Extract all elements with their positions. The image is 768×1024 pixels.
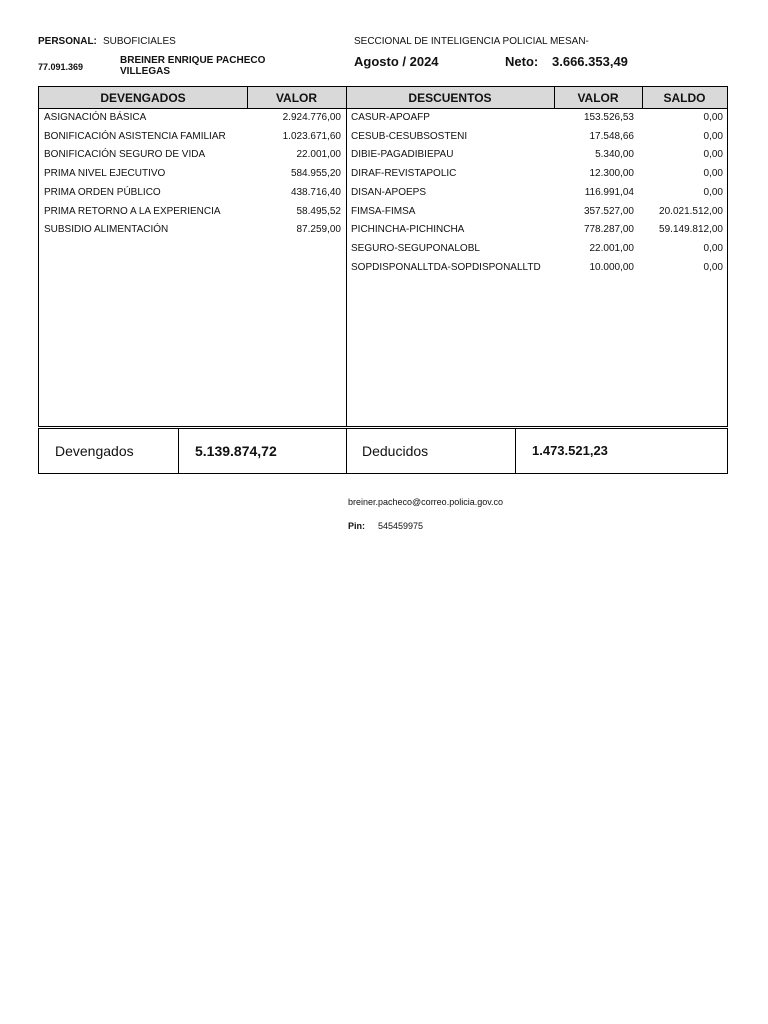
descuento-valor: 10.000,00	[589, 261, 634, 273]
devengado-concepto: BONIFICACIÓN ASISTENCIA FAMILIAR	[44, 130, 226, 142]
devengados-total-value: 5.139.874,72	[195, 443, 277, 459]
descuento-concepto: PICHINCHA-PICHINCHA	[351, 224, 465, 236]
descuento-saldo: 0,00	[703, 242, 723, 254]
table-row	[44, 184, 341, 203]
divider	[515, 429, 516, 473]
descuento-valor: 5.340,00	[595, 149, 634, 161]
divider	[346, 429, 347, 473]
table-row	[351, 259, 723, 278]
descuento-concepto: CASUR-APOAFP	[351, 112, 430, 123]
descuento-valor: 12.300,00	[589, 168, 634, 180]
devengado-valor: 584.955,20	[290, 168, 341, 180]
descuento-concepto: DIBIE-PAGADIBIEPAU	[351, 149, 454, 161]
table-row	[351, 128, 723, 147]
descuento-saldo: 20.021.512,00	[659, 205, 723, 217]
descuento-valor: 357.527,00	[583, 205, 634, 217]
deducidos-total-value: 1.473.521,23	[532, 443, 608, 458]
table-row	[351, 165, 723, 184]
employee-name-line1: BREINER ENRIQUE PACHECO	[120, 55, 266, 66]
devengados-header: DEVENGADOS	[39, 87, 247, 109]
divider	[247, 87, 248, 109]
devengado-valor: 438.716,40	[290, 186, 341, 198]
table-row	[351, 203, 723, 222]
devengado-concepto: PRIMA NIVEL EJECUTIVO	[44, 168, 166, 180]
id-number: 77.091.369	[38, 62, 84, 72]
table-row	[44, 203, 341, 222]
descuento-saldo: 0,00	[703, 130, 723, 142]
table-row	[351, 221, 723, 240]
descuento-saldo: 0,00	[703, 149, 723, 161]
devengado-concepto: ASIGNACIÓN BÁSICA	[44, 112, 147, 123]
divider	[554, 87, 555, 109]
devengados-total-label: Devengados	[55, 443, 134, 459]
descuento-concepto: FIMSA-FIMSA	[351, 205, 416, 217]
table-row	[44, 165, 341, 184]
devengado-valor: 2.924.776,00	[282, 112, 341, 123]
descuentos-valor-header: VALOR	[554, 87, 642, 109]
descuento-saldo: 0,00	[703, 112, 723, 123]
table-row	[351, 240, 723, 259]
descuento-valor: 153.526,53	[583, 112, 634, 123]
divider	[642, 87, 643, 109]
email-text: breiner.pacheco@correo.policia.gov.co	[348, 497, 504, 507]
descuento-saldo: 0,00	[703, 168, 723, 180]
pin-label: Pin:	[348, 521, 365, 531]
table-row	[44, 109, 341, 128]
divider	[178, 429, 179, 473]
employee-name	[120, 55, 265, 77]
personal-label: PERSONAL:	[38, 36, 97, 47]
descuento-valor: 17.548,66	[589, 130, 634, 142]
table-row	[351, 184, 723, 203]
descuento-concepto: SOPDISPONALLTDA-SOPDISPONALLTD	[351, 261, 541, 273]
table-row	[44, 221, 341, 240]
descuento-saldo: 0,00	[703, 186, 723, 198]
devengado-concepto: BONIFICACIÓN SEGURO DE VIDA	[44, 149, 206, 161]
employee-name-line2: VILLEGAS	[120, 66, 171, 77]
deducidos-total-label: Deducidos	[362, 443, 429, 459]
descuento-concepto: SEGURO-SEGUPONALOBL	[351, 242, 480, 254]
table-row	[44, 128, 341, 147]
devengado-concepto: PRIMA RETORNO A LA EXPERIENCIA	[44, 205, 221, 217]
descuento-valor: 22.001,00	[589, 242, 634, 254]
table-row	[351, 146, 723, 165]
divider	[346, 87, 347, 426]
table-row	[44, 146, 341, 165]
devengados-valor-header: VALOR	[247, 87, 346, 109]
descuento-saldo: 0,00	[703, 261, 723, 273]
descuento-concepto: DIRAF-REVISTAPOLIC	[351, 168, 457, 180]
seccional-text: SECCIONAL DE INTELIGENCIA POLICIAL MESAN-	[354, 36, 589, 47]
pin-value: 545459975	[378, 521, 424, 531]
descuentos-header: DESCUENTOS	[346, 87, 554, 109]
table-row	[351, 109, 723, 128]
descuento-saldo: 59.149.812,00	[659, 224, 723, 236]
neto-label: Neto:	[505, 54, 539, 69]
devengado-concepto: PRIMA ORDEN PÚBLICO	[44, 186, 161, 198]
totals-box	[38, 428, 728, 474]
devengado-valor: 87.259,00	[296, 224, 341, 236]
descuento-concepto: CESUB-CESUBSOSTENI	[351, 130, 468, 142]
descuento-valor: 116.991,04	[584, 186, 634, 198]
payroll-table	[38, 86, 728, 427]
devengado-concepto: SUBSIDIO ALIMENTACIÓN	[44, 224, 169, 236]
devengado-valor: 1.023.671,60	[282, 130, 341, 142]
saldo-header: SALDO	[642, 87, 727, 109]
neto-value: 3.666.353,49	[552, 54, 628, 69]
descuento-concepto: DISAN-APOEPS	[351, 186, 427, 198]
descuento-valor: 778.287,00	[583, 224, 634, 236]
devengado-valor: 58.495,52	[296, 205, 341, 217]
period: Agosto / 2024	[354, 54, 439, 69]
personal-value: SUBOFICIALES	[103, 36, 176, 47]
devengado-valor: 22.001,00	[296, 149, 341, 161]
